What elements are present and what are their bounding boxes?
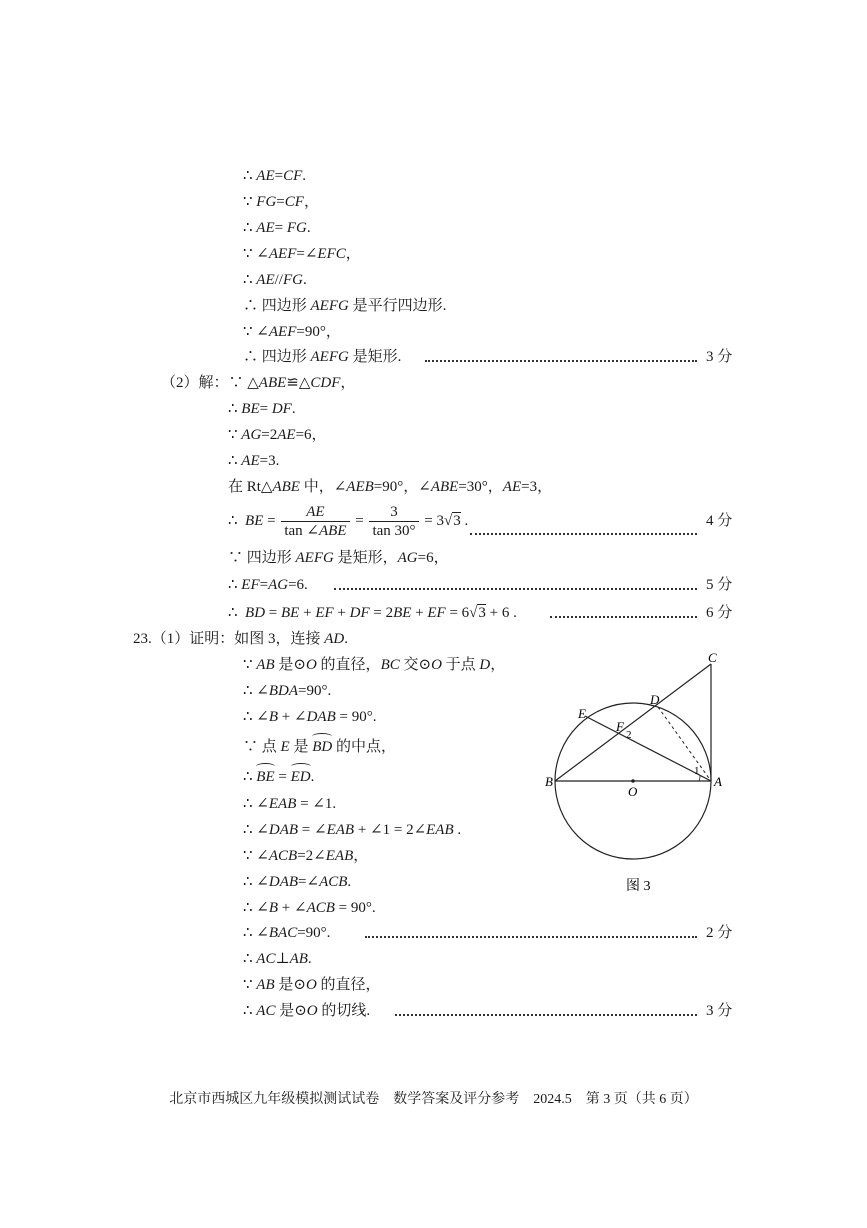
score-label: 5 分 (706, 577, 733, 593)
score-label: 6 分 (706, 605, 733, 621)
center-point (631, 779, 635, 783)
proof-line: ∵ ∠AEF=∠EFC， (243, 246, 361, 262)
label-o: O (628, 784, 638, 799)
fraction: $\frac{3}{\tan 30^\circ}$ (369, 503, 418, 540)
proof-line: ∵ ∠ACB=2∠EAB， (243, 848, 369, 864)
segment-ad (658, 707, 711, 781)
figure-caption: 图 3 (626, 879, 651, 894)
geometry-figure (540, 648, 740, 903)
score-label: 3 分 (706, 1003, 733, 1019)
proof-line: ∵ 点 E 是 BD 的中点， (243, 739, 396, 755)
proof-line: ∴ ∠BDA=90°. (243, 683, 332, 699)
proof-line: 在 Rt△ABE 中，∠AEB=90°，∠ABE=30°，AE=3， (228, 479, 553, 495)
proof-line: ∴ AE=CF. (243, 168, 307, 184)
proof-line: ∴ AE=3. (228, 453, 280, 469)
proof-line: ∵ AG=2AE=6， (228, 427, 327, 443)
part2-header: （2）解：∵ △ABE≌△CDF， (161, 375, 356, 391)
proof-line: ∵ AB 是⊙O 的直径， (243, 977, 381, 993)
proof-line: ∴ AC⊥AB. (243, 951, 312, 967)
proof-line: ∵ FG=CF， (243, 194, 319, 210)
label-a: A (714, 774, 722, 789)
leader-dots (550, 616, 697, 618)
label-angle-1: 1 (694, 765, 700, 777)
proof-line: ∴ BE = ED. (243, 769, 315, 785)
leader-dots (470, 533, 697, 535)
proof-line: ∴ ∠DAB=∠ACB. (243, 874, 352, 890)
label-e: E (578, 706, 586, 721)
proof-line: ∴ 四边形 AEFG 是平行四边形. (243, 298, 447, 314)
proof-line: ∴ ∠B + ∠ACB = 90°. (243, 900, 376, 916)
label-f: F (616, 719, 624, 734)
label-b: B (545, 774, 553, 789)
circle-diagram (540, 648, 740, 898)
q23-header: 23.（1）证明：如图 3，连接 AD. (133, 631, 349, 647)
score-label: 4 分 (706, 513, 733, 529)
segment-ea (585, 716, 711, 781)
label-d: D (650, 692, 660, 707)
be-equation: ∴ BE = $\frac{AE}{\text{tan ∠ABE}}$ = $\frac{3}{\tan 30^\circ}$ = 3√3 . (228, 504, 469, 540)
proof-line: ∴ ∠EAB = ∠1. (243, 796, 337, 812)
proof-line: ∴ AE= FG. (243, 220, 311, 236)
proof-line: ∴ AC 是⊙O 的切线. (243, 1003, 371, 1019)
score-label: 2 分 (706, 925, 733, 941)
leader-dots (395, 1014, 697, 1016)
proof-line: ∵ 四边形 AEFG 是矩形，AG=6， (228, 550, 449, 566)
label-angle-2: 2 (626, 729, 632, 741)
leader-dots (365, 936, 697, 938)
bd-equation: ∴ BD = BE + EF + DF = 2BE + EF = 6√3 + 6 . (228, 605, 517, 621)
score-label: 3 分 (706, 349, 733, 365)
proof-line: ∵ ∠AEF=90°， (243, 324, 341, 340)
proof-line: ∴ ∠DAB = ∠EAB + ∠1 = 2∠EAB . (243, 822, 462, 838)
proof-line: ∴ BE= DF. (228, 401, 296, 417)
proof-line: ∴ EF=AG=6. (228, 577, 308, 593)
leader-dots (334, 588, 697, 590)
fraction: $\frac{AE}{\text{tan ∠ABE}}$ (281, 503, 349, 540)
proof-line: ∴ AE//FG. (243, 272, 307, 288)
segment-bc (555, 664, 711, 781)
proof-line: ∴ ∠B + ∠DAB = 90°. (243, 709, 377, 725)
proof-line: ∴ ∠BAC=90°. (243, 925, 331, 941)
label-c: C (708, 650, 717, 665)
proof-line: ∴ 四边形 AEFG 是矩形. (243, 349, 402, 365)
page-footer: 北京市西城区九年级模拟测试试卷 数学答案及评分参考 2024.5 第 3 页（共 6 页） (169, 1092, 698, 1107)
leader-dots (425, 360, 697, 362)
proof-line: ∵ AB 是⊙O 的直径，BC 交⊙O 于点 D， (243, 657, 506, 673)
